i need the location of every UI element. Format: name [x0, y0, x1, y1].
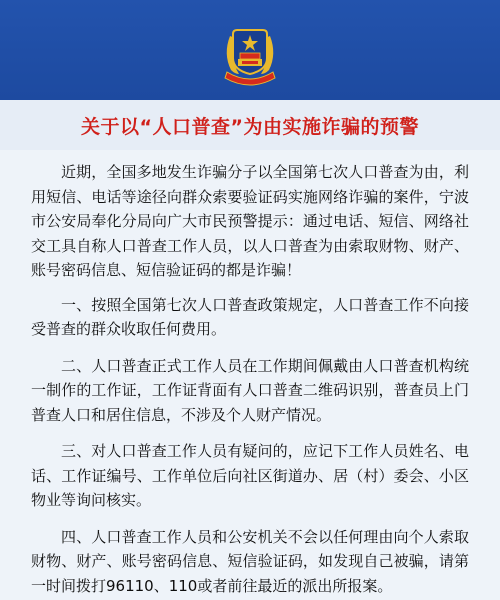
header-banner	[0, 0, 500, 100]
page-title: 关于以“人口普查”为由实施诈骗的预警	[81, 116, 419, 138]
notice-body	[0, 150, 500, 600]
item-four-paragraph: 四、人口普查工作人员和公安机关不会以任何理由向个人索取财物、财产、账号密码信息、短信验证码，如发现自己被骗，请第一时间拨打96110、110或者前往最近的派出所报案。	[31, 527, 469, 595]
item-two-paragraph: 二、人口普查正式工作人员在工作期间佩戴由人口普查机构统一制作的工作证，工作证背面有人口普查二维码识别，普查员上门普查人口和居住信息，不涉及个人财产情况。	[31, 356, 469, 424]
notice-text-column	[31, 160, 469, 598]
intro-paragraph: 近期，全国多地发生诈骗分子以全国第七次人口普查为由，利用短信、电话等途径向群众索要验证码实施网络诈骗的案件，宁波市公安局奉化分局向广大市民预警提示：通过电话、短信、网络社交工具自称人口普查工作人员，以人口普查为由索取财物、财产、账号密码信息、短信验证码的都是诈骗！	[31, 163, 469, 279]
item-three-paragraph: 三、对人口普查工作人员有疑问的，应记下工作人员姓名、电话、工作证编号、工作单位后向社区街道办、居（村）委会、小区物业等询问核实。	[31, 442, 469, 509]
police-emblem-icon	[221, 24, 279, 86]
item-one-paragraph: 一、按照全国第七次人口普查政策规定，人口普查工作不向接受普查的群众收取任何费用。	[31, 295, 469, 338]
